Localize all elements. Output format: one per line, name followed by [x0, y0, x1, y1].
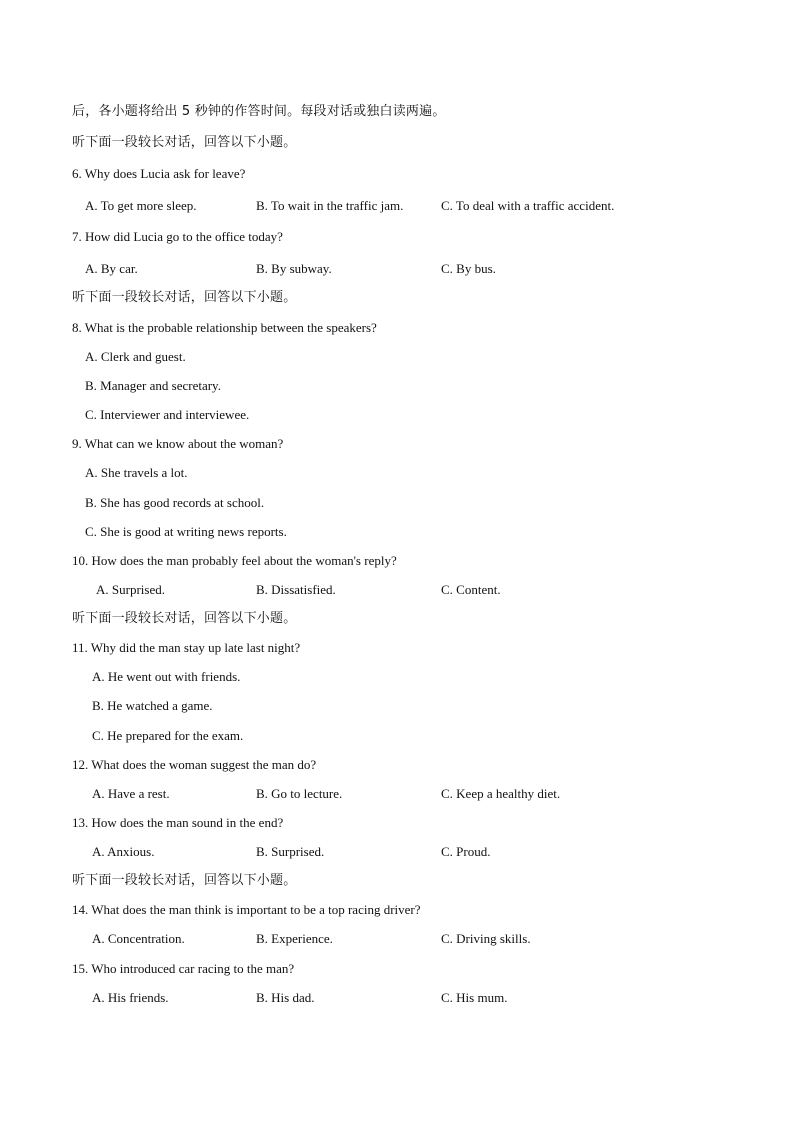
q7-option-c: C. By bus. — [441, 261, 496, 276]
q6-option-b: B. To wait in the traffic jam. — [256, 198, 404, 213]
q6-option-a: A. To get more sleep. — [85, 198, 197, 213]
q10-option-a: A. Surprised. — [96, 582, 165, 597]
question-7: 7. How did Lucia go to the office today? — [72, 229, 283, 244]
q10-option-b: B. Dissatisfied. — [256, 582, 336, 597]
question-9: 9. What can we know about the woman? — [72, 436, 284, 451]
q7-option-a: A. By car. — [85, 261, 138, 276]
section-instruction: 听下面一段较长对话，回答以下小题。 — [72, 611, 297, 626]
q8-option-a: A. Clerk and guest. — [85, 349, 186, 364]
question-8: 8. What is the probable relationship between the speakers? — [72, 320, 377, 335]
q8-option-c: C. Interviewer and interviewee. — [85, 407, 250, 422]
q15-option-a: A. His friends. — [92, 990, 169, 1005]
q6-option-c: C. To deal with a traffic accident. — [441, 198, 615, 213]
intro-text: 后，各小题将给出 5 秒钟的作答时间。每段对话或独白读两遍。 — [72, 104, 446, 119]
q13-option-c: C. Proud. — [441, 844, 491, 859]
q12-option-b: B. Go to lecture. — [256, 786, 343, 801]
q8-option-b: B. Manager and secretary. — [85, 378, 221, 393]
q12-option-a: A. Have a rest. — [92, 786, 170, 801]
q11-option-c: C. He prepared for the exam. — [92, 728, 244, 743]
question-15: 15. Who introduced car racing to the man? — [72, 961, 295, 976]
question-12: 12. What does the woman suggest the man do? — [72, 757, 317, 772]
q7-option-b: B. By subway. — [256, 261, 332, 276]
q12-option-c: C. Keep a healthy diet. — [441, 786, 561, 801]
q9-option-a: A. She travels a lot. — [85, 465, 188, 480]
question-14: 14. What does the man think is important to be a top racing driver? — [72, 902, 421, 917]
q15-option-c: C. His mum. — [441, 990, 508, 1005]
section-instruction: 听下面一段较长对话，回答以下小题。 — [72, 290, 297, 305]
q11-option-b: B. He watched a game. — [92, 698, 213, 713]
q13-option-a: A. Anxious. — [92, 844, 155, 859]
question-13: 13. How does the man sound in the end? — [72, 815, 284, 830]
question-6: 6. Why does Lucia ask for leave? — [72, 166, 246, 181]
q9-option-b: B. She has good records at school. — [85, 495, 265, 510]
q9-option-c: C. She is good at writing news reports. — [85, 524, 287, 539]
q10-option-c: C. Content. — [441, 582, 501, 597]
section-instruction: 听下面一段较长对话，回答以下小题。 — [72, 135, 297, 150]
q14-option-c: C. Driving skills. — [441, 931, 531, 946]
question-11: 11. Why did the man stay up late last night? — [72, 640, 301, 655]
q14-option-a: A. Concentration. — [92, 931, 185, 946]
q14-option-b: B. Experience. — [256, 931, 333, 946]
question-10: 10. How does the man probably feel about the woman's reply? — [72, 553, 397, 568]
q15-option-b: B. His dad. — [256, 990, 315, 1005]
q11-option-a: A. He went out with friends. — [92, 669, 241, 684]
q13-option-b: B. Surprised. — [256, 844, 325, 859]
section-instruction: 听下面一段较长对话，回答以下小题。 — [72, 873, 297, 888]
